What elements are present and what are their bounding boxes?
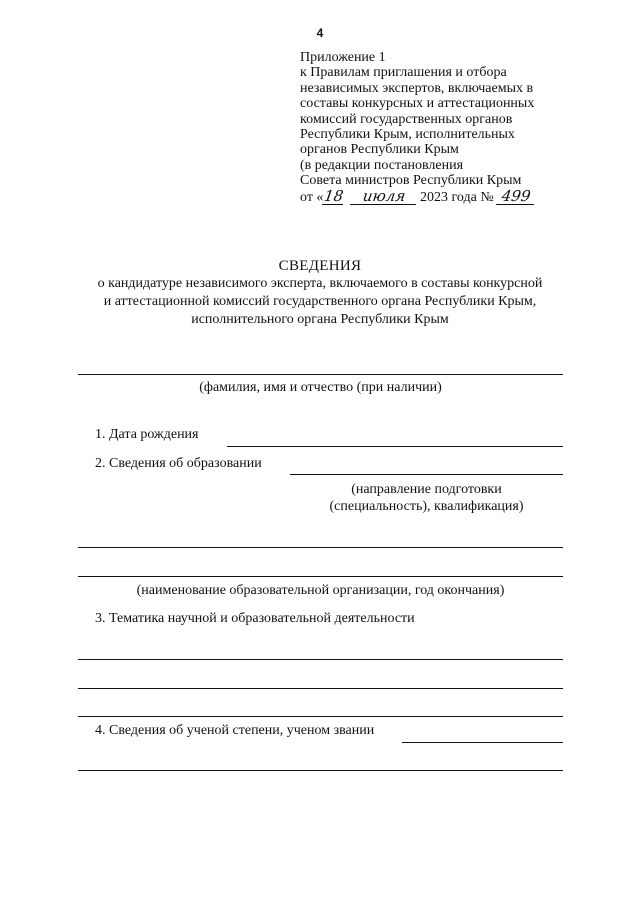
page-number: 4 bbox=[316, 26, 324, 40]
subtitle-line: о кандидатуре независимого эксперта, включаемого в составы конкурсной bbox=[97, 276, 543, 291]
education-fill-line-2[interactable] bbox=[78, 547, 563, 548]
appendix-line: Приложение 1 bbox=[300, 50, 386, 65]
handwritten-day: 18 bbox=[323, 186, 345, 205]
date-prefix: от « bbox=[300, 189, 324, 205]
appendix-line: Совета министров Республики Крым bbox=[300, 173, 522, 189]
item-birth-date: 1. Дата рождения bbox=[95, 427, 199, 442]
degree-fill-line[interactable] bbox=[402, 742, 563, 743]
appendix-line: составы конкурсных и аттестационных bbox=[300, 96, 535, 112]
document-subtitle bbox=[60, 275, 580, 329]
subtitle-line: исполнительного органа Республики Крым bbox=[191, 312, 449, 327]
topics-fill-line-2[interactable] bbox=[78, 688, 563, 689]
appendix-line: комиссий государственных органов bbox=[300, 111, 513, 127]
item-research-topics: 3. Тематика научной и образовательной деятельности bbox=[95, 611, 415, 626]
education-fill-line[interactable] bbox=[290, 474, 563, 475]
education-caption-2: (специальность), квалификация) bbox=[329, 499, 524, 514]
subtitle-line: и аттестационной комиссий государственного органа Республики Крым, bbox=[103, 294, 537, 309]
appendix-date-line bbox=[300, 186, 600, 205]
fio-caption: (фамилия, имя и отчество (при наличии) bbox=[199, 380, 442, 395]
handwritten-number: 499 bbox=[496, 189, 536, 205]
item-academic-degree: 4. Сведения об ученой степени, ученом звании bbox=[95, 723, 375, 738]
handwritten-month: июля bbox=[349, 189, 417, 205]
education-org-fill-line[interactable] bbox=[78, 576, 563, 577]
fio-fill-line[interactable] bbox=[78, 374, 563, 375]
birth-date-fill-line[interactable] bbox=[227, 446, 563, 447]
document-title: СВЕДЕНИЯ bbox=[278, 258, 362, 274]
degree-fill-line-2[interactable] bbox=[78, 770, 563, 771]
appendix-header bbox=[300, 50, 600, 205]
item-education: 2. Сведения об образовании bbox=[95, 456, 262, 471]
appendix-line: независимых экспертов, включаемых в bbox=[300, 80, 534, 96]
appendix-line: (в редакции постановления bbox=[300, 157, 464, 173]
appendix-line: органов Республики Крым bbox=[300, 142, 459, 158]
appendix-line: Республики Крым, исполнительных bbox=[300, 127, 515, 143]
appendix-line: к Правилам приглашения и отбора bbox=[300, 65, 507, 81]
education-caption-1: (направление подготовки bbox=[351, 482, 502, 497]
education-org-caption: (наименование образовательной организации, год окончания) bbox=[136, 583, 505, 598]
topics-fill-line-3[interactable] bbox=[78, 716, 563, 717]
date-year: 2023 года № bbox=[420, 189, 494, 205]
topics-fill-line-1[interactable] bbox=[78, 659, 563, 660]
